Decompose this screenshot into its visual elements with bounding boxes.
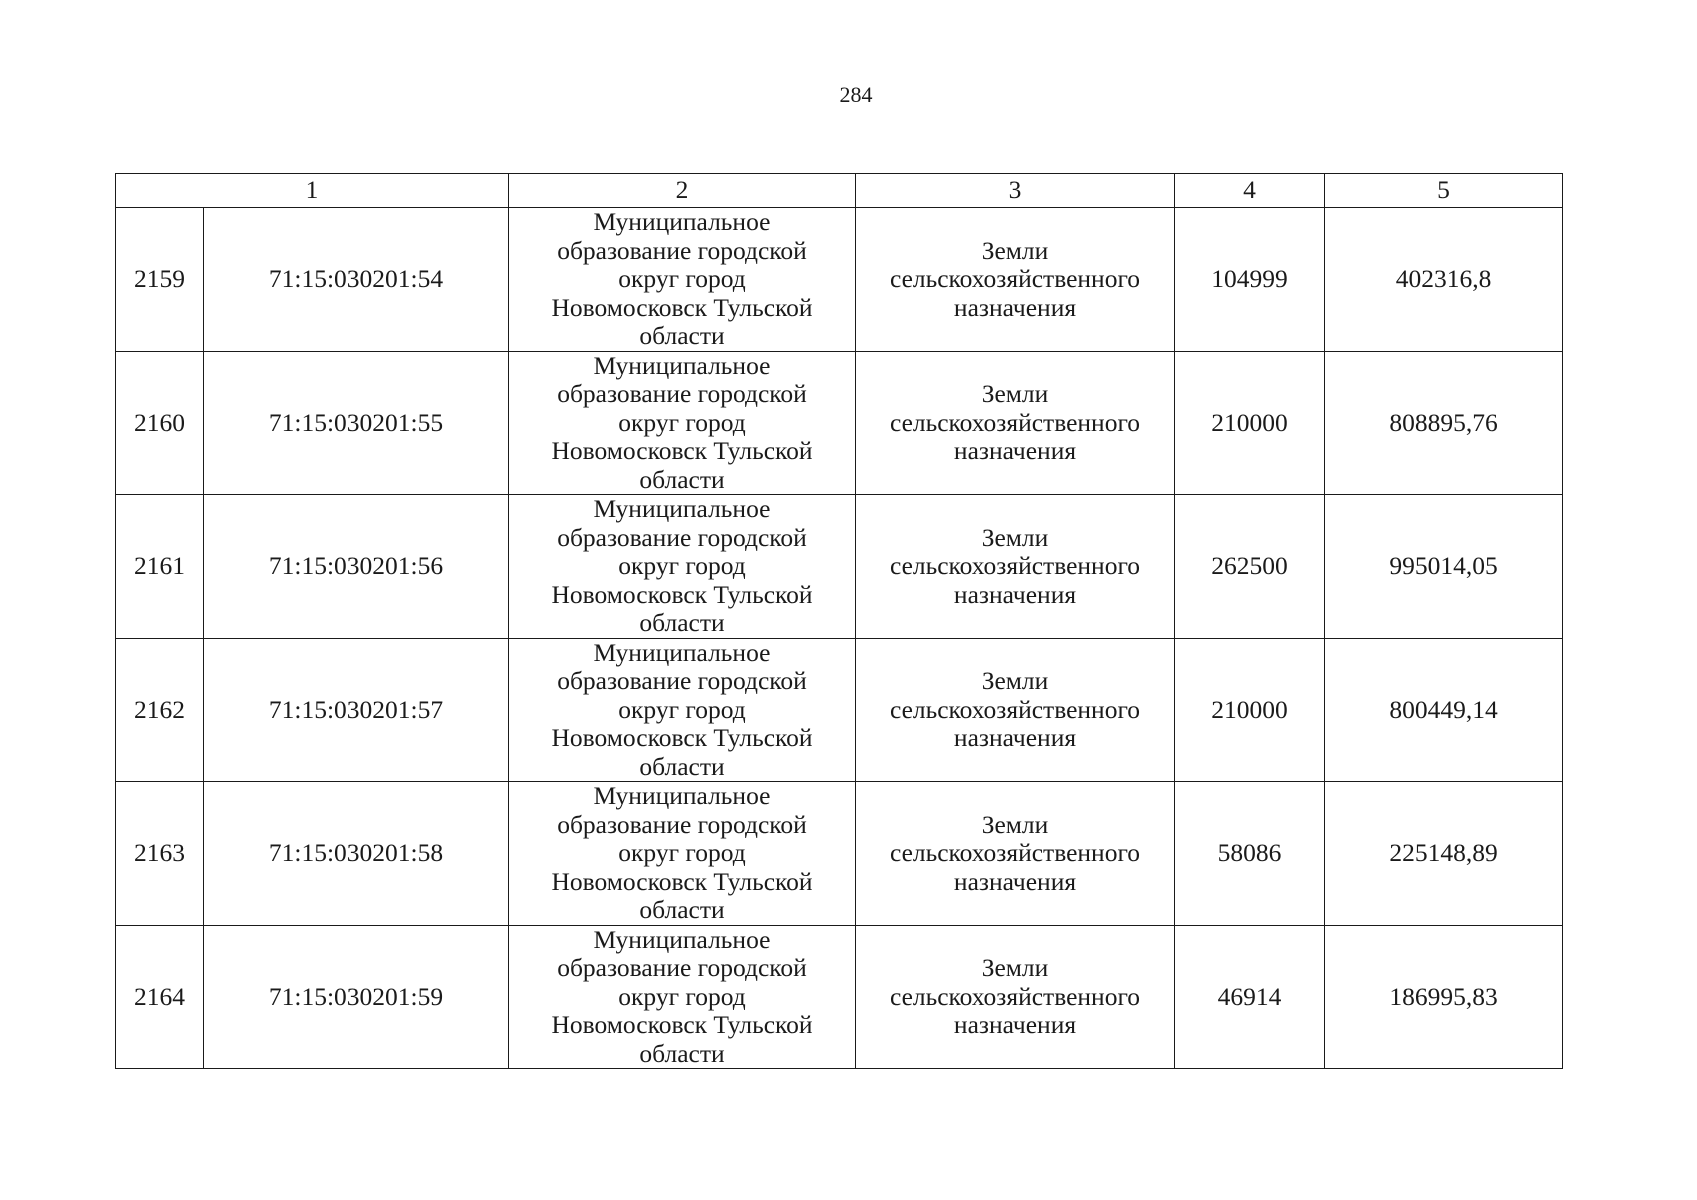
- table-row: [116, 638, 1563, 782]
- value-cell: 225148,89: [1325, 782, 1563, 926]
- table-row: [116, 782, 1563, 926]
- owner-cell: Муниципальное образование городской округ город Новомосковск Тульской области: [509, 925, 856, 1069]
- row-index-cell: 2162: [116, 638, 204, 782]
- table-row: [116, 351, 1563, 495]
- land-category-cell: Земли сельскохозяйственного назначения: [856, 351, 1175, 495]
- land-category-cell: Земли сельскохозяйственного назначения: [856, 208, 1175, 352]
- column-header: 5: [1325, 174, 1563, 208]
- row-index-cell: 2164: [116, 925, 204, 1069]
- area-cell: 104999: [1175, 208, 1325, 352]
- land-category-cell: Земли сельскохозяйственного назначения: [856, 495, 1175, 639]
- table-row: [116, 925, 1563, 1069]
- cadastral-number-cell: 71:15:030201:59: [204, 925, 509, 1069]
- table-row: [116, 495, 1563, 639]
- area-cell: 46914: [1175, 925, 1325, 1069]
- row-index-cell: 2163: [116, 782, 204, 926]
- area-cell: 58086: [1175, 782, 1325, 926]
- owner-cell: Муниципальное образование городской округ город Новомосковск Тульской области: [509, 782, 856, 926]
- column-header: 1: [116, 174, 509, 208]
- cadastral-number-cell: 71:15:030201:55: [204, 351, 509, 495]
- value-cell: 186995,83: [1325, 925, 1563, 1069]
- owner-cell: Муниципальное образование городской округ город Новомосковск Тульской области: [509, 638, 856, 782]
- cadastral-number-cell: 71:15:030201:58: [204, 782, 509, 926]
- area-cell: 262500: [1175, 495, 1325, 639]
- value-cell: 808895,76: [1325, 351, 1563, 495]
- cadastral-number-cell: 71:15:030201:54: [204, 208, 509, 352]
- land-category-cell: Земли сельскохозяйственного назначения: [856, 782, 1175, 926]
- owner-cell: Муниципальное образование городской округ город Новомосковск Тульской области: [509, 351, 856, 495]
- table-header-row: [116, 174, 1563, 208]
- cadastral-number-cell: 71:15:030201:57: [204, 638, 509, 782]
- column-header: 2: [509, 174, 856, 208]
- land-category-cell: Земли сельскохозяйственного назначения: [856, 638, 1175, 782]
- cadastral-number-cell: 71:15:030201:56: [204, 495, 509, 639]
- column-header: 3: [856, 174, 1175, 208]
- table-row: [116, 208, 1563, 352]
- column-header: 4: [1175, 174, 1325, 208]
- value-cell: 402316,8: [1325, 208, 1563, 352]
- value-cell: 800449,14: [1325, 638, 1563, 782]
- land-register-table: [115, 173, 1563, 1069]
- page-number: 284: [839, 82, 873, 107]
- row-index-cell: 2160: [116, 351, 204, 495]
- owner-cell: Муниципальное образование городской округ город Новомосковск Тульской области: [509, 495, 856, 639]
- value-cell: 995014,05: [1325, 495, 1563, 639]
- row-index-cell: 2161: [116, 495, 204, 639]
- land-category-cell: Земли сельскохозяйственного назначения: [856, 925, 1175, 1069]
- area-cell: 210000: [1175, 638, 1325, 782]
- area-cell: 210000: [1175, 351, 1325, 495]
- row-index-cell: 2159: [116, 208, 204, 352]
- owner-cell: Муниципальное образование городской округ город Новомосковск Тульской области: [509, 208, 856, 352]
